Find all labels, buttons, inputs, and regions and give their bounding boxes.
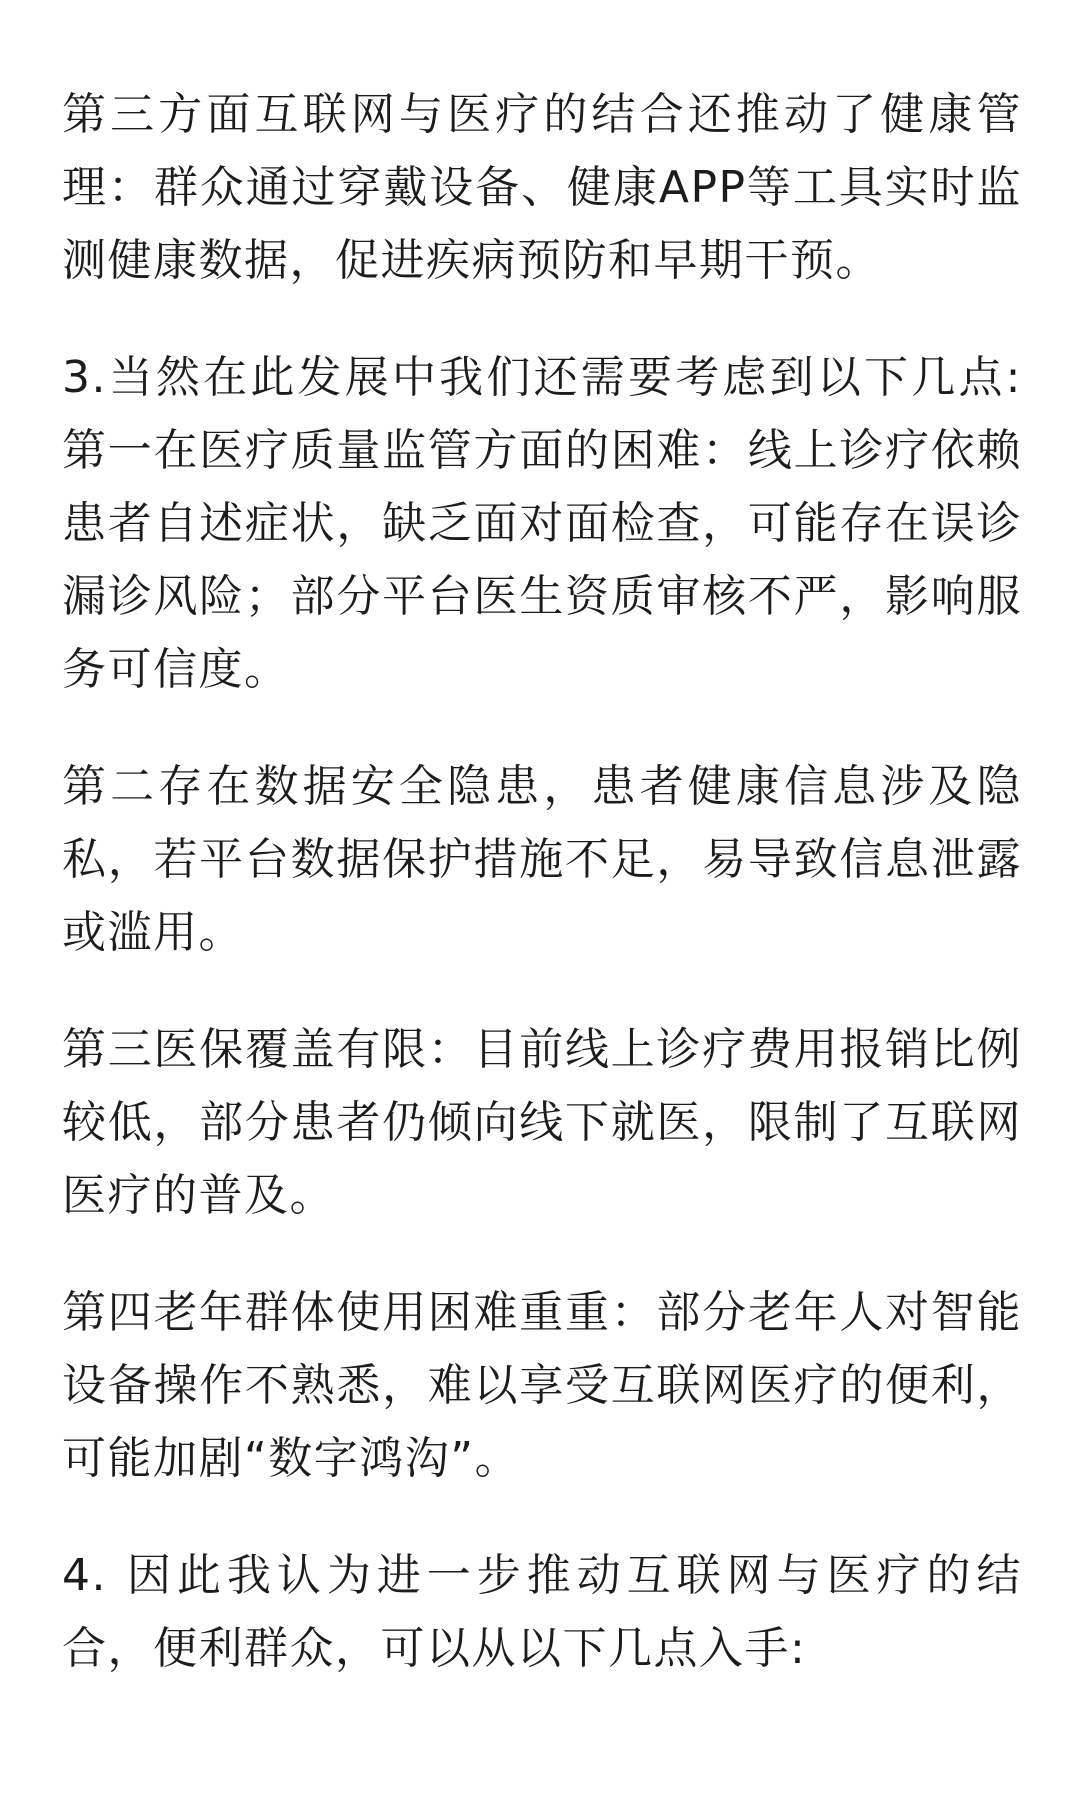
paragraph-insurance-coverage: 第三医保覆盖有限：目前线上诊疗费用报销比例较低，部分患者仍倾向线下就医，限制了互联网医疗的普及。 (62, 1024, 1022, 1221)
paragraph-elderly-difficulty: 第四老年群体使用困难重重：部分老年人对智能设备操作不熟悉，难以享受互联网医疗的便利，可能加剧“数字鸿沟”。 (62, 1287, 1022, 1484)
paragraph-health-management: 第三方面互联网与医疗的结合还推动了健康管理：群众通过穿戴设备、健康APP等工具实时监测健康数据，促进疾病预防和早期干预。 (62, 89, 1022, 286)
paragraph-recommendations-intro: 4. 因此我认为进一步推动互联网与医疗的结合，便利群众，可以从以下几点入手: (62, 1550, 1022, 1674)
paragraph-considerations-quality-supervision: 3.当然在此发展中我们还需要考虑到以下几点:第一在医疗质量监管方面的困难：线上诊疗依赖患者自述症状，缺乏面对面检查，可能存在误诊漏诊风险；部分平台医生资质审核不严，影响服务可信度。 (62, 352, 1022, 695)
document-body (62, 78, 1022, 1729)
paragraph-data-security: 第二存在数据安全隐患，患者健康信息涉及隐私，若平台数据保护措施不足，易导致信息泄露或滥用。 (62, 761, 1022, 958)
